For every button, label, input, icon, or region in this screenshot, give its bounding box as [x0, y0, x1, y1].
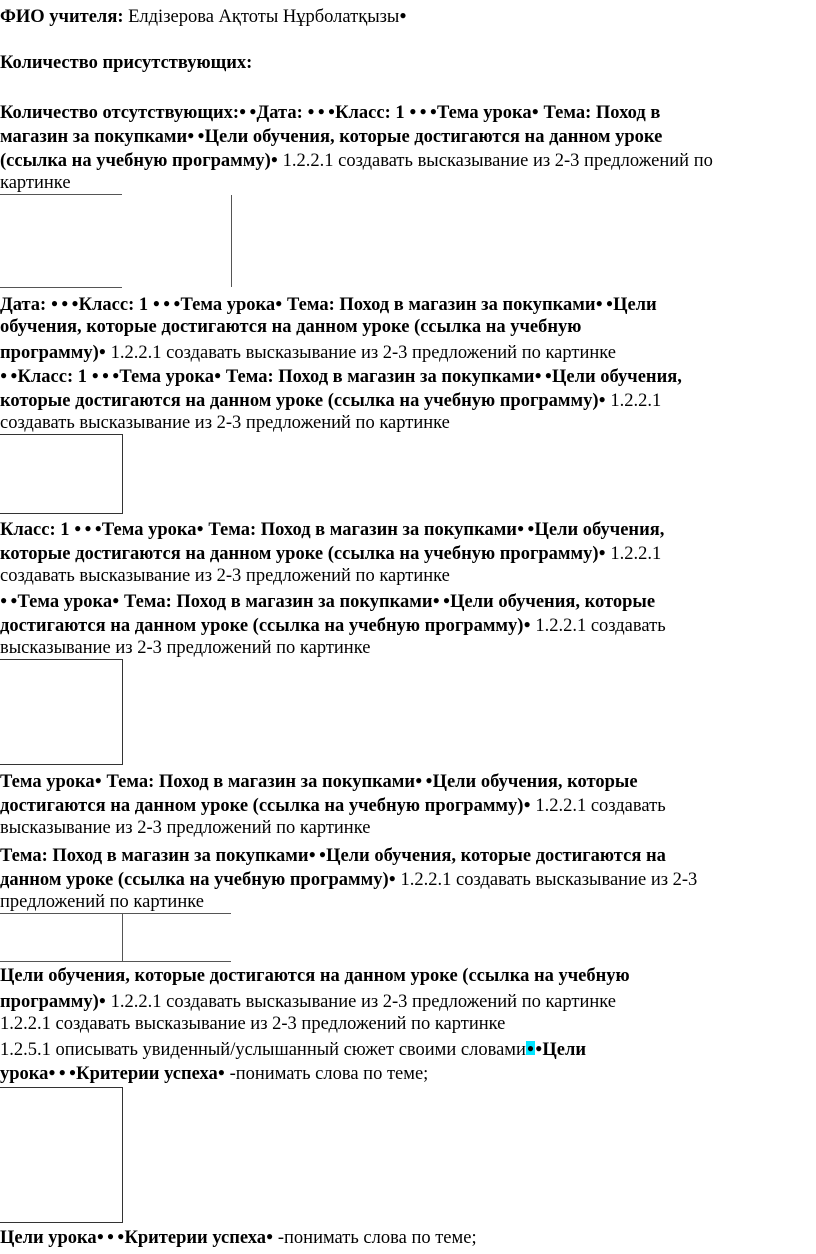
teacher-line — [0, 3, 407, 29]
bullet-icon: ● — [270, 152, 279, 166]
block8-line5 — [0, 1060, 428, 1086]
lesson-topic-label: Тема урока — [180, 295, 276, 315]
bullet-icon: ● ● ● — [74, 521, 102, 535]
bullet-icon: ● — [214, 368, 222, 382]
objective-text: 1.2.2.1 создавать высказывание из 2-3 предложений по картинке — [110, 992, 617, 1012]
block8-line2 — [0, 988, 616, 1014]
bullet-icon: ● — [217, 1065, 225, 1079]
block4-line1 — [0, 516, 664, 542]
topic-label: Тема: Поход в магазин за покупками — [106, 772, 416, 792]
bullet-icon: ● ● — [308, 847, 327, 861]
bullet-icon: ● — [98, 344, 107, 358]
teacher-name: Елдізерова Ақтоты Нұрболатқызы — [128, 7, 400, 27]
class-label: Класс: 1 — [0, 520, 70, 540]
topic-label: Тема: Поход в магазин за покупками — [124, 592, 433, 612]
table-border — [231, 195, 232, 287]
objectives-label: Цели обучения, которые — [432, 772, 638, 792]
objective-text: 1.2.2.1 создавать — [535, 616, 666, 636]
block6-line1 — [0, 768, 638, 794]
block7-line2 — [0, 866, 697, 892]
bullet-icon: ● — [531, 104, 539, 118]
criteria-text: -понимать слова по теме; — [229, 1064, 429, 1084]
block1-line3 — [0, 147, 713, 173]
block2-line3 — [0, 339, 616, 365]
bullet-icon: ● — [399, 8, 407, 22]
criteria-text: -понимать слова по теме; — [277, 1228, 477, 1248]
objective-text: 1.2.2.1 создавать высказывание из 2-3 предложений по картинке — [110, 343, 617, 363]
block2-line1 — [0, 291, 657, 317]
block2-line2: обучения, которые достигаются на данном уроке (ссылка на учебную — [0, 317, 582, 337]
bullet-icon: ● ● — [187, 128, 205, 142]
criteria-label: Критерии успеха — [124, 1228, 266, 1248]
date-label: Дата: — [0, 295, 47, 315]
bullet-icon: ● ● — [534, 368, 552, 382]
bullet-icon: ● — [523, 617, 531, 631]
bullet-icon: ● ● ● — [152, 296, 181, 310]
bullet-icon: ● ● ● — [96, 1229, 125, 1243]
objective-text: 1.2.2.1 создавать высказывание из 2-3 — [400, 870, 698, 890]
lesson-topic-label: Тема урока — [101, 520, 197, 540]
present-line: Количество присутствующих: — [0, 53, 253, 73]
criteria-label: Критерии успеха — [76, 1064, 218, 1084]
goals-label: Цели урока — [0, 1228, 97, 1248]
bullet-icon: ● — [275, 296, 283, 310]
objectives-continued: программу) — [0, 992, 99, 1012]
topic-label: Тема: Поход в магазин за покупками — [287, 295, 596, 315]
block5-line2 — [0, 612, 666, 638]
block5-line1 — [0, 588, 655, 614]
block3-line1 — [0, 363, 682, 389]
objective-text: 1.2.5.1 описывать увиденный/услышанный сюжет своими словами — [0, 1040, 526, 1060]
goals-label: Цели — [542, 1040, 587, 1060]
objectives-continued: которые достигаются на данном уроке (ссылка на учебную программу) — [0, 391, 599, 411]
table-border — [122, 913, 123, 961]
bullet-icon-highlighted: ● — [526, 1041, 535, 1055]
bullet-icon: ● — [535, 1041, 543, 1055]
goals-continued: урока — [0, 1064, 49, 1084]
lesson-topic-label: Тема урока — [437, 103, 532, 123]
bullet-icon: ● ● ● — [409, 104, 438, 118]
absent-label: Количество отсутствующих: — [0, 103, 240, 123]
bullet-icon: ● — [94, 773, 102, 787]
objectives-label: Цели обучения, которые достигаются на данном уроке — [204, 127, 663, 147]
class-label: Класс: 1 — [17, 367, 88, 387]
class-label: Класс: 1 — [335, 103, 405, 123]
objective-text: 1.2.2.1 создавать высказывание из 2-3 предложений по — [282, 151, 713, 171]
topic-label: Тема: Поход в магазин за покупками — [225, 367, 535, 387]
block1-line4: картинке — [0, 173, 71, 193]
lesson-topic-label: Тема урока — [0, 772, 95, 792]
date-label: Дата: — [256, 103, 303, 123]
bullet-icon: ● — [598, 545, 606, 559]
bullet-icon: ● ● ● — [307, 104, 336, 118]
bullet-icon: ● — [98, 993, 107, 1007]
block8-line4 — [0, 1036, 586, 1062]
lesson-topic-label: Тема урока — [119, 367, 215, 387]
objective-text: 1.2.2.1 создавать — [535, 796, 666, 816]
table-border — [0, 194, 122, 195]
objectives-label: Цели — [613, 295, 657, 315]
table-cell — [0, 659, 123, 765]
objective-code: 1.2.2.1 — [610, 391, 662, 411]
objectives-label: Цели обучения, — [534, 520, 665, 540]
block3-line2 — [0, 387, 661, 413]
bullet-icon: ● ● — [516, 521, 535, 535]
objectives-continued: данном уроке (ссылка на учебную программу) — [0, 870, 389, 890]
block1-line2 — [0, 123, 662, 149]
bullet-icon: ● ● ● — [91, 368, 120, 382]
table-border — [0, 913, 231, 914]
bullet-icon: ● — [112, 593, 120, 607]
table-border — [0, 961, 231, 962]
bullet-icon: ● ● ● — [50, 296, 79, 310]
teacher-label: ФИО учителя: — [0, 7, 124, 27]
topic-label: Тема: Поход в магазин за покупками — [208, 520, 517, 540]
block8-line3: 1.2.2.1 создавать высказывание из 2-3 предложений по картинке — [0, 1014, 506, 1034]
topic-label: Тема: Поход в — [543, 103, 661, 123]
objectives-label: Цели обучения, которые достигаются на — [326, 846, 666, 866]
table-cell — [0, 1087, 123, 1223]
objectives-continued: которые достигаются на данном уроке (ссылка на учебную программу) — [0, 544, 599, 564]
objectives-continued: программу) — [0, 343, 99, 363]
block3-line3: создавать высказывание из 2-3 предложений по картинке — [0, 413, 450, 433]
block7-line3: предложений по картинке — [0, 892, 204, 912]
block6-line2 — [0, 792, 666, 818]
block7-line1 — [0, 842, 666, 868]
objectives-label: Цели обучения, — [551, 367, 682, 387]
block8-line1: Цели обучения, которые достигаются на данном уроке (ссылка на учебную — [0, 966, 630, 986]
block1-line1 — [0, 99, 660, 125]
table-cell — [0, 434, 123, 514]
block9-line1 — [0, 1224, 477, 1250]
objectives-continued: достигаются на данном уроке (ссылка на учебную программу) — [0, 616, 524, 636]
bullet-icon: ● — [388, 871, 396, 885]
bullet-icon: ● — [196, 521, 204, 535]
block4-line3: создавать высказывание из 2-3 предложений по картинке — [0, 566, 450, 586]
bullet-icon: ● — [598, 392, 606, 406]
table-border — [0, 287, 122, 288]
block4-line2 — [0, 540, 661, 566]
bullet-icon: ● ● ● — [48, 1065, 77, 1079]
bullet-icon: ● ● — [415, 773, 433, 787]
topic-continued: магазин за покупками — [0, 127, 188, 147]
bullet-icon: ● — [523, 797, 531, 811]
objectives-continued: (ссылка на учебную программу) — [0, 151, 271, 171]
bullet-icon: ● ● — [0, 593, 18, 607]
bullet-icon: ● ● — [432, 593, 451, 607]
block6-line3: высказывание из 2-3 предложений по картинке — [0, 818, 371, 838]
objectives-label: Цели обучения, которые — [450, 592, 656, 612]
bullet-icon: ● ● — [0, 368, 18, 382]
lesson-topic-label: Тема урока — [17, 592, 113, 612]
objectives-continued: достигаются на данном уроке (ссылка на учебную программу) — [0, 796, 524, 816]
block5-line3: высказывание из 2-3 предложений по картинке — [0, 638, 371, 658]
bullet-icon: ● — [265, 1229, 274, 1243]
class-label: Класс: 1 — [78, 295, 149, 315]
topic-label: Тема: Поход в магазин за покупками — [0, 846, 309, 866]
bullet-icon: ● ● — [595, 296, 614, 310]
bullet-icon: ● ● — [239, 104, 257, 118]
objective-code: 1.2.2.1 — [610, 544, 662, 564]
